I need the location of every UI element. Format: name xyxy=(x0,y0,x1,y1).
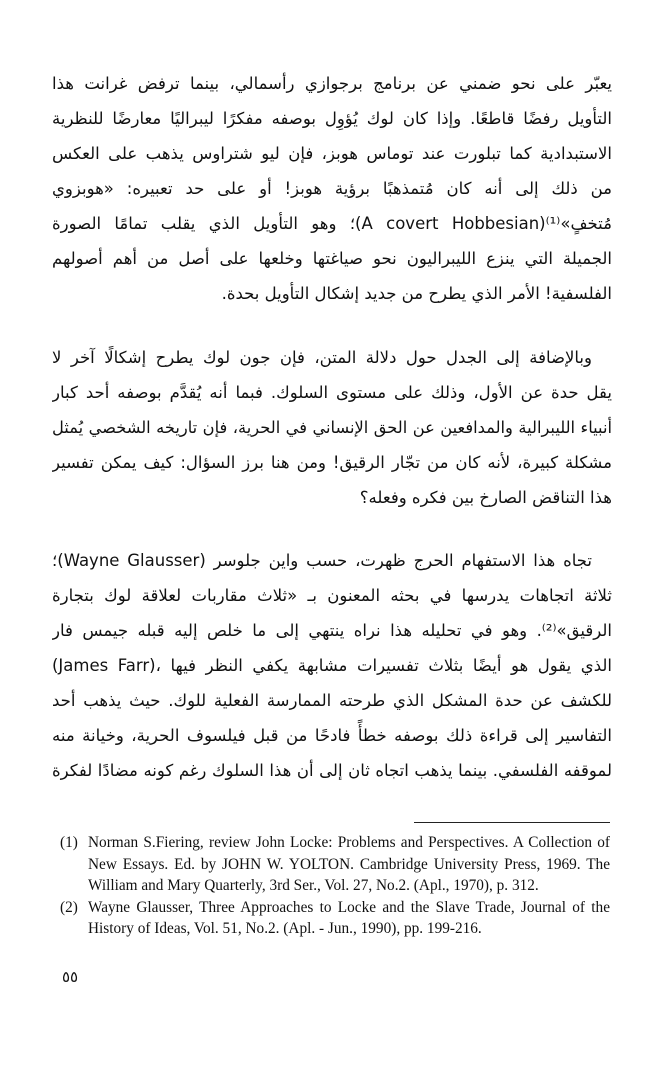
footnote-separator xyxy=(414,822,610,823)
footnote-text: Norman S.Fiering, review John Locke: Problems and Perspectives. A Collection of New Essays. Ed. by JOHN W. YOLTON. Cambridge University Press, 1969. The William and Mary Quarterly, 3rd Ser., Vol. 27, No.2. (Apl., 1970), p. 312. xyxy=(88,834,610,894)
text-line: مُتخفٍ»⁽¹⁾(A covert Hobbesian)؛ وهو التأويل الذي يقلب تمامًا الصورة xyxy=(52,214,612,233)
paragraph-1 xyxy=(52,66,612,311)
text-line: لموقفه الفلسفي. بينما يذهب اتجاه ثان إلى أن هذا السلوك رغم كونه مضادًا لفكرة xyxy=(52,761,612,780)
text-line: التفاسير إلى قراءة ذلك بوصفه خطأً فادحًا من قبل فيلسوف الحرية، وخيانة منه xyxy=(52,726,612,745)
text-line: الرقيق»⁽²⁾. وهو في تحليله هذا نراه ينتهي إلى ما خلص إليه قبله جيمس فار xyxy=(52,621,612,640)
paragraph-3 xyxy=(52,543,612,788)
footnote-1 xyxy=(60,832,610,897)
text-line: (James Farr)، الذي يقول هو أيضًا بثلاث تفسيرات مشابهة يكفي النظر فيها xyxy=(52,656,612,675)
text-line: ثلاثة اتجاهات يدرسها في بحثه المعنون بـ «ثلاث مقاربات لعلاقة لوك بتجارة xyxy=(52,586,612,605)
text-line: يقل حدة عن الأول، وذلك على مستوى السلوك. فبما أنه يُقدَّم بوصفه أحد كبار xyxy=(52,383,612,402)
text-line: التأويل رفضًا قاطعًا. وإذا كان لوك يُؤوِل بوصفه مفكرًا ليبراليًا معارضًا للنظرية xyxy=(52,109,612,128)
text-line: هذا التناقض الصارخ بين فكره وفعله؟ xyxy=(359,488,612,507)
footnote-number: (2) xyxy=(60,898,78,916)
text-line: الفلسفية! الأمر الذي يطرح من جديد إشكال التأويل بحدة. xyxy=(221,284,612,303)
text-line: للكشف عن حدة المشكل الذي طرحته الممارسة الفعلية للوك. حيث يذهب أحد xyxy=(52,691,612,710)
text-line: من ذلك إلى أنه كان مُتمذهبًا برؤية هوبز! أو على حد تعبيره: «هوبزوي xyxy=(52,179,612,198)
footnote-2 xyxy=(60,897,610,940)
text-line: أنبياء الليبرالية والمدافعين عن الحق الإنساني في الحرية، فإن تاريخه الشخصي يُمثل xyxy=(52,418,612,437)
text-line: الجميلة التي ينزع الليبراليون نحو صياغتها وخلعها على أصل من أهم أصولهم xyxy=(52,249,612,268)
footnote-text: Wayne Glausser, Three Approaches to Locke and the Slave Trade, Journal of the History of Ideas, Vol. 51, No.2. (Apl. - Jun., 1990), pp. 199-216. xyxy=(88,898,610,937)
text-line: وبالإضافة إلى الجدل حول دلالة المتن، فإن جون لوك يطرح إشكالًا آخر لا xyxy=(52,348,592,367)
page-number: ٥٥ xyxy=(62,968,79,986)
text-line: الاستبدادية كما تبلورت عند توماس هوبز، فإن ليو شتراوس يذهب على العكس xyxy=(52,144,612,163)
text-line: تجاه هذا الاستفهام الحرج ظهرت، حسب واين جلوسر (Wayne Glausser)؛ xyxy=(52,551,592,570)
paragraph-2 xyxy=(52,340,612,515)
text-line: مشكلة كبيرة، لأنه كان من تجّار الرقيق! ومن هنا برز السؤال: كيف يمكن تفسير xyxy=(52,453,612,472)
footnote-number: (1) xyxy=(60,834,78,851)
footnotes xyxy=(60,832,610,940)
text-line: يعبّر على نحو ضمني عن برنامج برجوازي رأسمالي، بينما ترفض غرانت هذا xyxy=(52,74,612,93)
